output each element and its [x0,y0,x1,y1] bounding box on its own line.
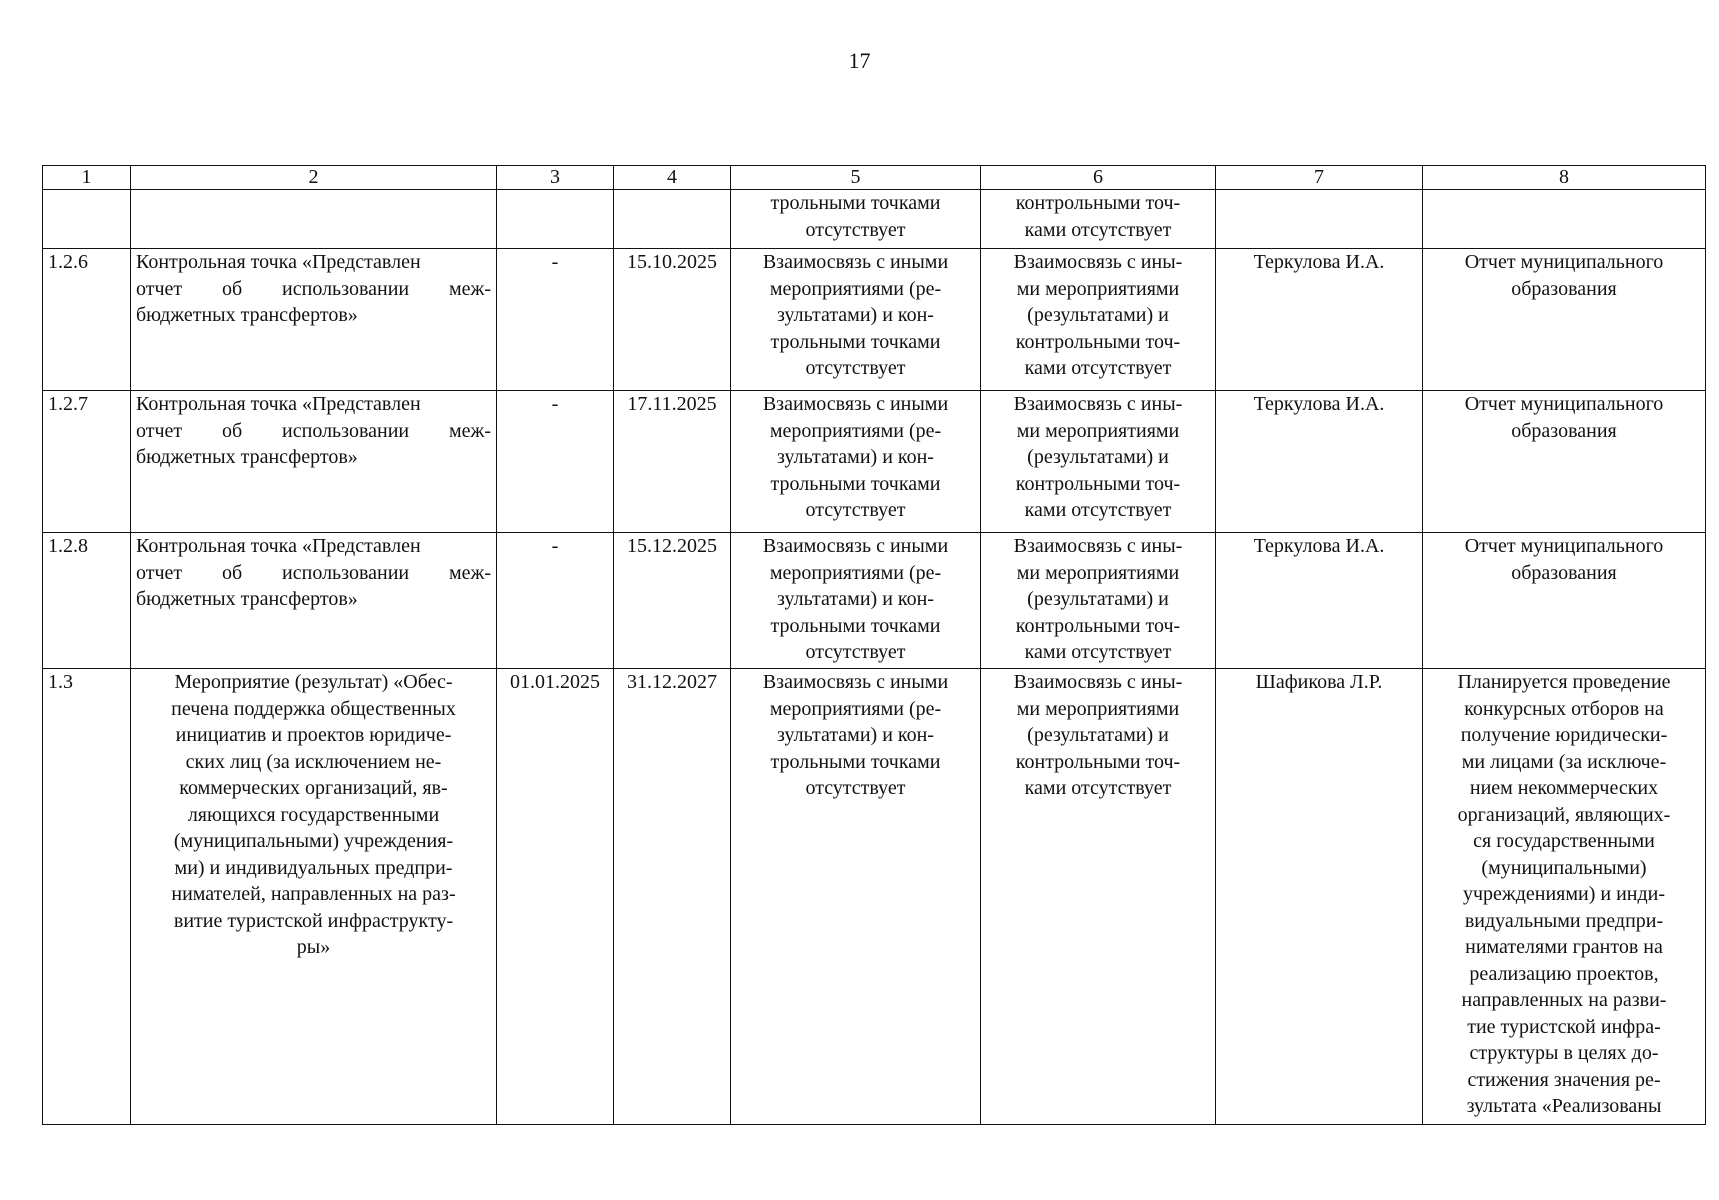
cell-number: 1.3 [43,669,131,1125]
text-line: мероприятиями (ре- [769,277,942,300]
column-number: 1 [43,166,131,190]
activity-table [42,165,1706,1125]
text-line: (муниципальными) [1481,856,1647,879]
text-line: Планируется проведение [1457,671,1671,693]
text-line: Взаимосвязь с ины- [1013,251,1183,273]
column-number: 7 [1216,166,1423,190]
cell-number: 1.2.6 [43,249,131,391]
text-line: Взаимосвязь с иными [762,535,949,557]
text-line: контрольными точ- [1015,192,1181,214]
text-line: Мероприятие (результат) «Обес- [174,671,453,693]
text-line: образования [1511,419,1617,442]
text-line: ками отсутствует [1024,218,1172,241]
cell-document [1423,249,1706,391]
text-line: зультатами) и кон- [777,588,934,610]
table-row [43,533,1706,669]
continuation-row [43,190,1706,249]
text-line: Отчет муниципального [1464,535,1664,557]
text-line: ми мероприятиями [1016,419,1180,442]
cell-link-events [731,533,981,669]
text-line: зультатами) и кон- [777,304,934,326]
cell-end-date: 31.12.2027 [614,669,731,1125]
text-line: отчет об использовании меж- [136,277,491,300]
cell-end-date: 17.11.2025 [614,391,731,533]
cell-number: 1.2.7 [43,391,131,533]
cell-name [131,669,497,1125]
cell-name [131,533,497,669]
text-line: образования [1511,277,1617,300]
table-row [43,669,1706,1125]
text-line: ми мероприятиями [1016,697,1180,720]
cell-end-date: 15.12.2025 [614,533,731,669]
text-line: мероприятиями (ре- [769,697,942,720]
text-line: коммерческих организаций, яв- [179,777,448,799]
text-line: печена поддержка общественных [171,697,456,720]
text-line: (результатами) и [1027,724,1169,746]
cell-link-control-points [981,249,1216,391]
cell-link-control-points [981,190,1216,249]
text-line: витие туристской инфраструкту- [173,909,454,932]
column-number: 8 [1423,166,1706,190]
text-line: ми лицами (за исключе- [1461,750,1667,773]
text-line: контрольными точ- [1015,330,1181,353]
cell-responsible: Теркулова И.А. [1216,533,1423,669]
text-line: трольными точками [770,330,941,353]
text-line: отсутствует [805,357,906,379]
page-number: 17 [848,48,871,73]
cell-link-events [731,669,981,1125]
cell-end-date [614,190,731,249]
text-line: трольными точками [770,192,941,214]
text-line: тие туристской инфра- [1467,1015,1661,1038]
text-line: контрольными точ- [1015,750,1181,773]
text-line: Взаимосвязь с ины- [1013,671,1183,693]
text-line: Взаимосвязь с иными [762,251,949,273]
text-line: контрольными точ- [1015,614,1181,637]
text-line: получение юридически- [1460,724,1668,746]
cell-end-date: 15.10.2025 [614,249,731,391]
text-line: Взаимосвязь с иными [762,671,949,693]
text-line: инициатив и проектов юридиче- [175,724,452,746]
cell-start-date: - [497,391,614,533]
text-line: реализацию проектов, [1469,962,1659,985]
text-line: зультатами) и кон- [777,446,934,468]
text-line: образования [1511,561,1617,584]
text-line: ми) и индивидуальных предпри- [174,856,453,879]
text-line: трольными точками [770,614,941,637]
text-line: ся государственными [1473,830,1655,852]
text-line: (муниципальными) учреждения- [173,830,454,852]
cell-responsible [1216,190,1423,249]
cell-link-events [731,249,981,391]
column-number: 6 [981,166,1216,190]
text-line: конкурсных отборов на [1464,697,1664,720]
text-line: ками отсутствует [1024,777,1172,799]
column-number-header-row [43,166,1706,190]
text-line: Взаимосвязь с ины- [1013,535,1183,557]
text-line: ми мероприятиями [1016,277,1180,300]
cell-start-date: - [497,533,614,669]
text-line: бюджетных трансфертов» [136,446,358,468]
text-line: учреждениями) и инди- [1462,883,1666,905]
text-line: нимателей, направленных на раз- [171,883,456,905]
text-line: отсутствует [805,499,906,521]
text-line: трольными точками [770,472,941,495]
text-line: ры» [296,936,331,958]
text-line: Взаимосвязь с ины- [1013,393,1183,415]
cell-responsible: Шафикова Л.Р. [1216,669,1423,1125]
cell-name [131,391,497,533]
cell-number: 1.2.8 [43,533,131,669]
text-line: Отчет муниципального [1464,251,1664,273]
cell-responsible: Теркулова И.А. [1216,391,1423,533]
text-line: бюджетных трансфертов» [136,588,358,610]
text-line: мероприятиями (ре- [769,419,942,442]
text-line: контрольными точ- [1015,472,1181,495]
cell-responsible: Теркулова И.А. [1216,249,1423,391]
cell-start-date: 01.01.2025 [497,669,614,1125]
text-line: бюджетных трансфертов» [136,304,358,326]
text-line: мероприятиями (ре- [769,561,942,584]
column-number: 5 [731,166,981,190]
text-line: организаций, являющих- [1457,803,1671,826]
text-line: (результатами) и [1027,588,1169,610]
column-number: 3 [497,166,614,190]
text-line: нием некоммерческих [1469,777,1659,799]
cell-document [1423,533,1706,669]
text-line: зультата «Реализованы [1466,1095,1662,1117]
cell-link-control-points [981,533,1216,669]
text-line: Контрольная точка «Представлен [136,251,421,273]
text-line: Контрольная точка «Представлен [136,535,421,557]
cell-number [43,190,131,249]
cell-name [131,249,497,391]
text-line: отсутствует [805,218,906,241]
text-line: отсутствует [805,777,906,799]
table-row [43,391,1706,533]
cell-link-events [731,190,981,249]
text-line: Взаимосвязь с иными [762,393,949,415]
cell-link-control-points [981,391,1216,533]
table-row [43,249,1706,391]
cell-document [1423,190,1706,249]
text-line: ских лиц (за исключением не- [185,750,442,773]
cell-document [1423,669,1706,1125]
text-line: видуальными предпри- [1464,909,1664,932]
text-line: Отчет муниципального [1464,393,1664,415]
cell-link-control-points [981,669,1216,1125]
text-line: отчет об использовании меж- [136,419,491,442]
text-line: трольными точками [770,750,941,773]
text-line: ками отсутствует [1024,357,1172,379]
text-line: ми мероприятиями [1016,561,1180,584]
text-line: отчет об использовании меж- [136,561,491,584]
text-line: стижения значения ре- [1467,1068,1661,1091]
text-line: структуры в целях до- [1469,1042,1659,1064]
text-line: зультатами) и кон- [777,724,934,746]
text-line: Контрольная точка «Представлен [136,393,421,415]
column-number: 2 [131,166,497,190]
cell-start-date [497,190,614,249]
text-line: нимателями грантов на [1465,936,1663,958]
text-line: (результатами) и [1027,304,1169,326]
column-number: 4 [614,166,731,190]
text-line: ками отсутствует [1024,641,1172,663]
text-line: направленных на разви- [1461,989,1667,1011]
cell-start-date: - [497,249,614,391]
cell-document [1423,391,1706,533]
cell-link-events [731,391,981,533]
cell-name [131,190,497,249]
text-line: (результатами) и [1027,446,1169,468]
text-line: ляющихся государственными [187,803,440,826]
text-line: отсутствует [805,641,906,663]
text-line: ками отсутствует [1024,499,1172,521]
